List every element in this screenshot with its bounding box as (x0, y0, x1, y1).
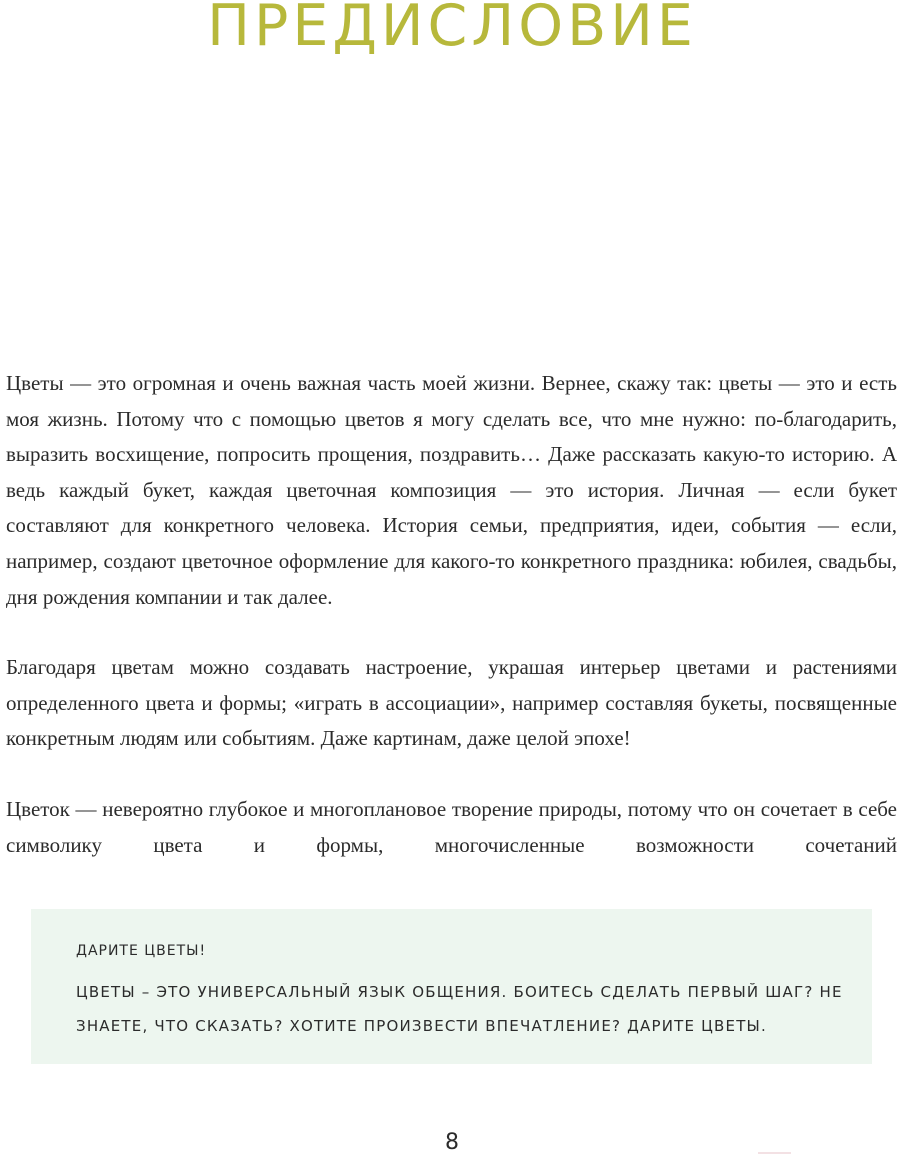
body-paragraph-2: Благодаря цветам можно создавать настроение, украшая интерьер цветами и растениями определенного цвета и формы; «играть в ассоциации», например составляя букеты, посвященные конкретным людям или событиям. Даже картинам, даже целой эпохе! (6, 655, 897, 751)
callout-box (31, 909, 872, 1064)
body-paragraph-3: Цветок — невероятно глубокое и многоплановое творение природы, потому что он сочетает в себе символику цвета и формы, многочисленные возможности сочетаний (6, 797, 897, 857)
page-number: 8 (445, 1130, 459, 1155)
callout-heading: ДАРИТЕ ЦВЕТЫ! (76, 943, 207, 959)
body-paragraph-1: Цветы — это огромная и очень важная часть моей жизни. Вернее, скажу так: цветы — это и есть моя жизнь. Потому что с помощью цветов я могу сделать все, что мне нужно: по-благодарить, выразить восхищение, попросить прощения, поздравить… Даже рассказать какую-то историю. А ведь каждый букет, каждая цветочная композиция — это история. Личная — если букет составляют для конкретного человека. История семьи, предприятия, идеи, события — если, например, создают цветочное оформление для какого-то конкретного праздника: юбилея, свадьбы, дня рождения компании и так далее. (6, 371, 897, 609)
callout-text: ЦВЕТЫ – ЭТО УНИВЕРСАЛЬНЫЙ ЯЗЫК ОБЩЕНИЯ. БОИТЕСЬ СДЕЛАТЬ ПЕРВЫЙ ШАГ? НЕ ЗНАЕТЕ, ЧТО СКАЗАТЬ? ХОТИТЕ ПРОИЗВЕСТИ ВПЕЧАТЛЕНИЕ? ДАРИТЕ ЦВЕТЫ. (76, 983, 843, 1035)
page-title: ПРЕДИСЛОВИЕ (207, 0, 697, 59)
decorative-divider (758, 1152, 791, 1154)
